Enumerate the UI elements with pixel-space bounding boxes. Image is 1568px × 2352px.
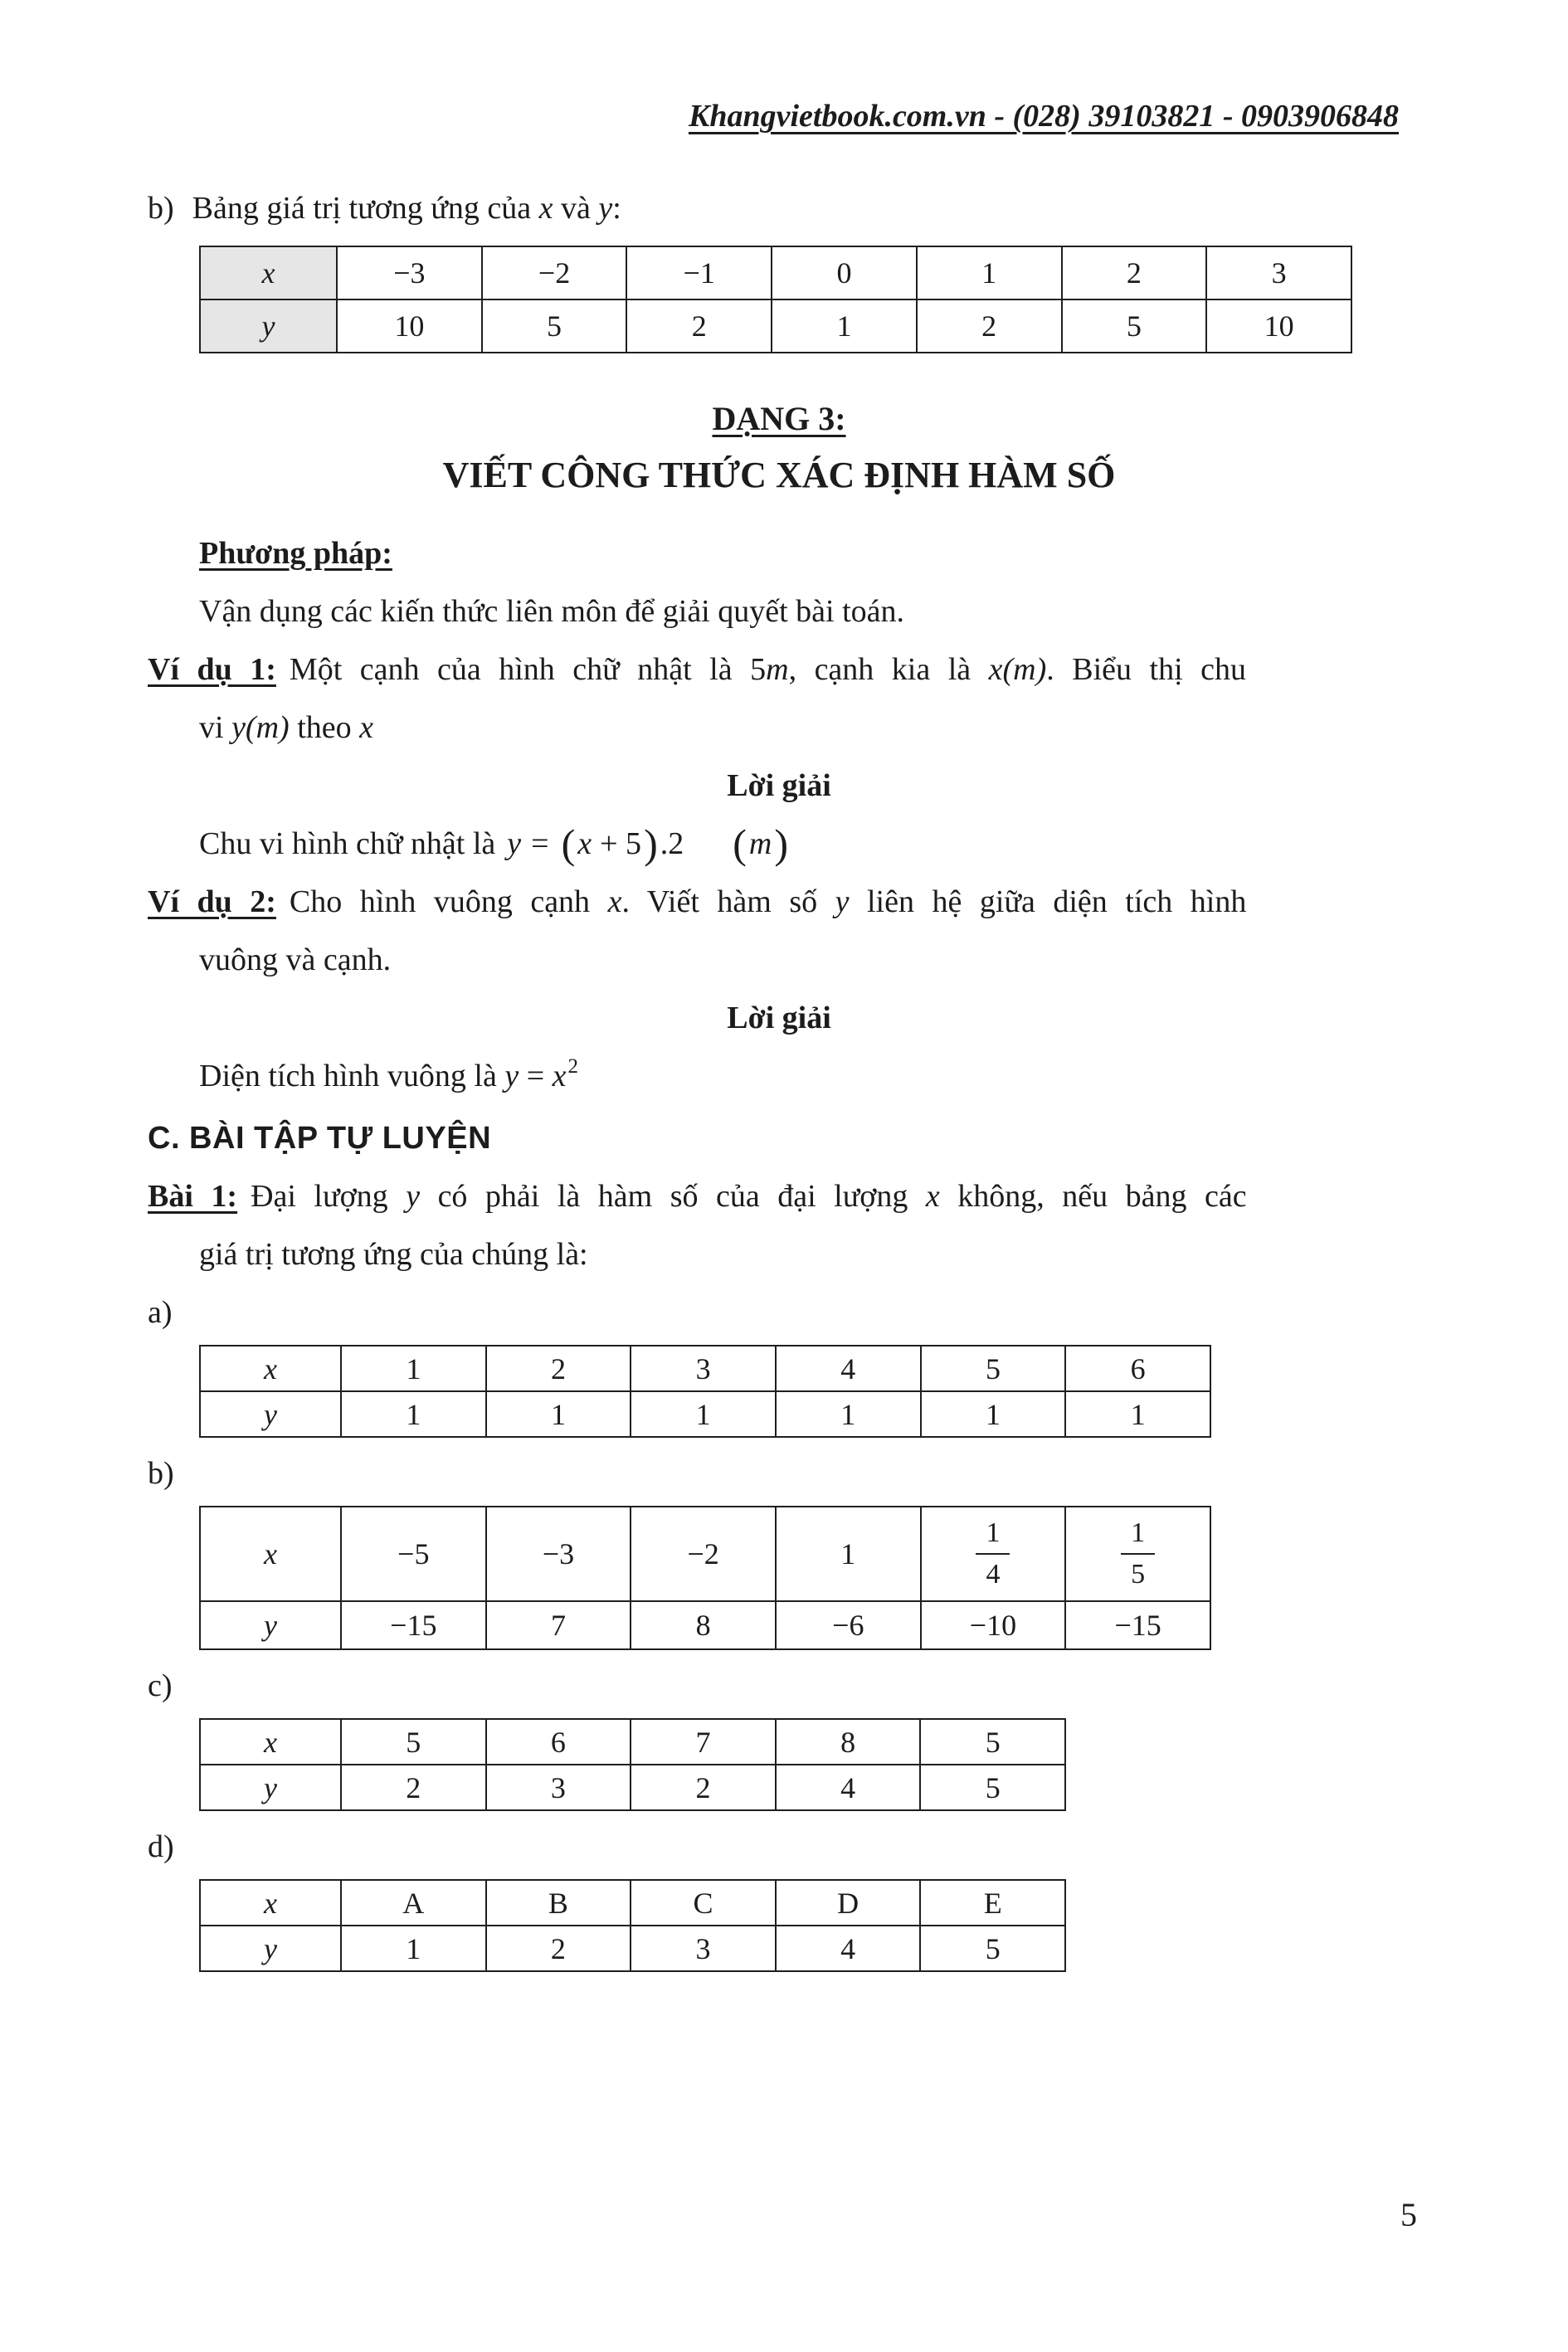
table-cell: 4: [776, 1346, 921, 1391]
table-cell: 1: [921, 1391, 1066, 1437]
example1-text-1: Một cạnh của hình chữ nhật là 5: [289, 652, 767, 687]
example1-text-3: . Biểu thị chu: [1046, 652, 1247, 687]
table-row-y: [200, 1601, 1210, 1649]
section-kicker-line: [148, 390, 1410, 448]
example2-label: Ví dụ 2:: [148, 884, 276, 919]
list-label-c: c): [148, 1668, 173, 1703]
unit-open-paren: (: [733, 821, 747, 867]
table-cell: 3: [631, 1926, 776, 1971]
table-row-y: [200, 1926, 1065, 1971]
bai1-line1: [148, 1167, 1410, 1225]
close-paren: ): [644, 821, 658, 867]
intro-text-3: :: [612, 191, 621, 226]
method-label: Phương pháp:: [199, 536, 392, 571]
item-label-b: b): [148, 191, 174, 226]
equals-sign: =: [519, 1059, 553, 1093]
list-label-a: a): [148, 1295, 173, 1330]
math-var-x: x: [925, 1179, 940, 1214]
math-var-y: y: [598, 191, 613, 226]
solution-heading-line: [148, 757, 1410, 815]
table-cell: 7: [486, 1601, 631, 1649]
table-row-x: [200, 246, 1351, 299]
list-label-d: d): [148, 1829, 174, 1864]
table-cell: 5: [920, 1765, 1065, 1810]
value-table-top: [199, 246, 1352, 353]
bai1-line2: giá trị tương ứng của chúng là:: [199, 1237, 588, 1272]
table-cell: C: [631, 1880, 776, 1926]
math-expr-xm: x(m): [988, 652, 1047, 687]
table-cell: −1: [626, 246, 772, 299]
section-c-title: C. BÀI TẬP TỰ LUYỆN: [148, 1121, 492, 1156]
table-cell: 1: [486, 1391, 631, 1437]
equals-sign: =: [531, 826, 549, 861]
row-label-x: x: [200, 246, 337, 299]
table-cell: 2: [486, 1926, 631, 1971]
row-label-y: y: [200, 1765, 341, 1810]
table-cell: −2: [631, 1507, 776, 1601]
table-cell: 5: [341, 1719, 486, 1765]
bai1-text-2: có phải là hàm số của đại lượng: [420, 1179, 926, 1214]
exponent: 2: [567, 1055, 579, 1078]
table-cell: 2: [486, 1346, 631, 1391]
solution-heading: Lời giải: [727, 768, 831, 803]
table-row-y: [200, 1391, 1210, 1437]
example2-line2: vuông và cạnh.: [199, 942, 392, 977]
fraction: [976, 1516, 1010, 1593]
solution-heading-line: [148, 989, 1410, 1047]
table-row-x: [200, 1880, 1065, 1926]
table-cell: 6: [1065, 1346, 1210, 1391]
fraction-numerator: 1: [1121, 1516, 1155, 1556]
table-cell: 1: [776, 1507, 921, 1601]
table-cell: 5: [482, 299, 627, 353]
math-expr-ym: y(m): [231, 710, 290, 745]
solution2-formula: [148, 1047, 1410, 1109]
solution-heading: Lời giải: [727, 1001, 831, 1035]
header-contact: Khangvietbook.com.vn - (028) 39103821 - 0903906848: [688, 99, 1399, 134]
list-label-b: b): [148, 1456, 174, 1491]
table-cell: 0: [772, 246, 917, 299]
example2-text-2: . Viết hàm số: [621, 884, 835, 919]
row-label-x: x: [200, 1346, 341, 1391]
table-cell: 1: [341, 1346, 486, 1391]
fraction-denominator: 5: [1131, 1559, 1146, 1590]
section-kicker: DẠNG 3:: [712, 400, 846, 437]
table-cell: 5: [1062, 299, 1207, 353]
table-cell: −3: [337, 246, 482, 299]
math-var-y: y: [406, 1179, 421, 1214]
row-label-x: x: [200, 1719, 341, 1765]
table-cell: B: [486, 1880, 631, 1926]
table-cell: 2: [626, 299, 772, 353]
table-row-x: [200, 1346, 1210, 1391]
table-cell: 1: [772, 299, 917, 353]
table-cell-fraction: [921, 1507, 1066, 1601]
table-cell: 10: [1206, 299, 1351, 353]
table-cell: −2: [482, 246, 627, 299]
row-label-y: y: [200, 1601, 341, 1649]
table-cell-fraction: [1065, 1507, 1210, 1601]
fraction-denominator: 4: [986, 1559, 1001, 1590]
unit-close-paren: ): [774, 821, 788, 867]
unit-m: m: [748, 826, 772, 861]
value-table-d: [199, 1879, 1066, 1972]
method-label-line: [148, 524, 1410, 582]
value-table-c: [199, 1718, 1066, 1811]
math-var-y: y: [504, 1059, 519, 1093]
table-cell: 4: [776, 1926, 921, 1971]
example1-line2: [148, 699, 1410, 757]
intro-line-b: [148, 179, 1410, 237]
bai1-text-3: không, nếu bảng các: [939, 1179, 1247, 1214]
table-row-x: [200, 1719, 1065, 1765]
example1-label: Ví dụ 1:: [148, 652, 276, 687]
math-var-x: x: [607, 884, 622, 919]
example2-text-1: Cho hình vuông cạnh: [289, 884, 608, 919]
fraction: [1121, 1516, 1155, 1593]
row-label-x: x: [200, 1507, 341, 1601]
bai1-text-1: Đại lượng: [251, 1179, 407, 1214]
table-cell: 8: [631, 1601, 776, 1649]
row-label-y: y: [200, 1926, 341, 1971]
section-title: VIẾT CÔNG THỨC XÁC ĐỊNH HÀM SỐ: [442, 455, 1116, 495]
table-row-x: [200, 1507, 1210, 1601]
table-cell: 3: [486, 1765, 631, 1810]
table-cell: 1: [341, 1926, 486, 1971]
value-table-a: [199, 1345, 1211, 1438]
table-cell: 1: [776, 1391, 921, 1437]
table-cell: 2: [341, 1765, 486, 1810]
solution1-formula: [148, 815, 1410, 873]
table-cell: −15: [1065, 1601, 1210, 1649]
table-cell: 5: [920, 1719, 1065, 1765]
table-cell: 7: [631, 1719, 776, 1765]
table-cell: 8: [776, 1719, 921, 1765]
table-cell: E: [920, 1880, 1065, 1926]
table-cell: A: [341, 1880, 486, 1926]
value-table-b: [199, 1506, 1211, 1650]
math-var-y: y: [835, 884, 850, 919]
bai1-label: Bài 1:: [148, 1179, 238, 1214]
table-cell: 2: [631, 1765, 776, 1810]
table-cell: 1: [631, 1391, 776, 1437]
formula-prefix: Diện tích hình vuông là: [199, 1059, 505, 1093]
page-header: [148, 98, 1410, 134]
table-cell: 2: [917, 299, 1062, 353]
row-label-y: y: [200, 299, 337, 353]
table-row-y: [200, 299, 1351, 353]
table-cell: 5: [920, 1926, 1065, 1971]
table-cell: 1: [917, 246, 1062, 299]
example1-text-2: , cạnh kia là: [788, 652, 989, 687]
example1-line1: [148, 640, 1410, 699]
example2-text-3: liên hệ giữa diện tích hình: [849, 884, 1247, 919]
table-cell: −3: [486, 1507, 631, 1601]
example1-line2-text-2: theo: [289, 710, 360, 745]
table-cell: 5: [921, 1346, 1066, 1391]
table-cell: −10: [921, 1601, 1066, 1649]
math-var-x: x: [577, 826, 592, 861]
math-var-x: x: [538, 191, 553, 226]
times-two: .2: [660, 826, 684, 861]
intro-text-2: và: [553, 191, 599, 226]
table-cell: 3: [1206, 246, 1351, 299]
table-row-y: [200, 1765, 1065, 1810]
table-cell: 1: [1065, 1391, 1210, 1437]
table-cell: 4: [776, 1765, 921, 1810]
table-cell: 2: [1062, 246, 1207, 299]
table-cell: −6: [776, 1601, 921, 1649]
table-cell: −15: [341, 1601, 486, 1649]
math-var-y: y: [507, 826, 522, 861]
example2-line1: [148, 873, 1410, 931]
row-label-y: y: [200, 1391, 341, 1437]
example1-line2-text-1: vi: [199, 710, 232, 745]
math-var-x: x: [359, 710, 373, 745]
intro-text-1: Bảng giá trị tương ứng của: [192, 191, 539, 226]
open-paren: (: [561, 821, 576, 867]
fraction-numerator: 1: [976, 1516, 1010, 1556]
row-label-x: x: [200, 1880, 341, 1926]
table-cell: 3: [631, 1346, 776, 1391]
page-number: 5: [1400, 2196, 1417, 2233]
table-cell: 1: [341, 1391, 486, 1437]
table-cell: D: [776, 1880, 921, 1926]
plus-term: + 5: [600, 826, 642, 861]
math-var-x: x: [552, 1059, 567, 1093]
table-cell: 10: [337, 299, 482, 353]
method-body: Vận dụng các kiến thức liên môn để giải quyết bài toán.: [199, 594, 905, 629]
table-cell: −5: [341, 1507, 486, 1601]
math-var-m: m: [766, 652, 789, 687]
table-cell: 6: [486, 1719, 631, 1765]
formula-prefix: Chu vi hình chữ nhật là: [199, 826, 496, 861]
